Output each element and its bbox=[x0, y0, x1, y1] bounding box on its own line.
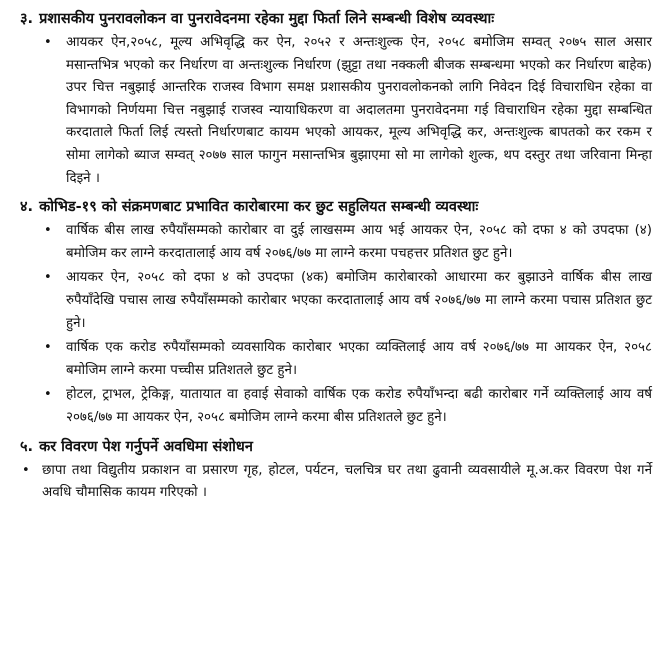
list-item bbox=[20, 337, 656, 382]
bullet-icon: • bbox=[44, 223, 52, 239]
bullet-icon: • bbox=[44, 387, 52, 403]
bullet-list bbox=[20, 460, 656, 505]
section-title: कोभिड-१९ को संक्रमणबाट प्रभावित कारोबारमा कर छुट सहुलियत सम्बन्धी व्यवस्थाः bbox=[39, 199, 479, 216]
section-number: ४. bbox=[20, 199, 34, 216]
section-3 bbox=[20, 8, 656, 190]
bullet-icon: • bbox=[44, 35, 52, 50]
section-5 bbox=[20, 436, 656, 505]
section-title: प्रशासकीय पुनरावलोकन वा पुनरावेदनमा रहेका मुद्दा फिर्ता लिने सम्बन्धी विशेष व्यवस्थाः bbox=[39, 11, 495, 27]
section-4 bbox=[20, 196, 656, 429]
bullet-icon: • bbox=[44, 340, 52, 356]
section-number: ३. bbox=[20, 11, 34, 27]
list-item-text: आयकर ऐन,२०५८, मूल्य अभिवृद्धि कर ऐन, २०५२ र अन्तःशुल्क ऐन, २०५८ बमोजिम सम्वत् २०७५ साल असार मसान्तभित्र भएको कर निर्धारण वा अन्तःशुल्क निर्धारण (झुट्टा तथा नक्कली बीजक सम्बन्धमा भएको कर निर्धारण बाहेक) उपर चित्त नबुझाई आन्तरिक राजस्व विभाग समक्ष प्रशासकीय पुनरावलोकनको लागि निवेदन दिई विचाराधिन रहेका वा विभागको निर्णयमा चित्त नबुझाई राजस्व न्यायाधिकरण वा अदालतमा पुनरावेदनमा गई विचाराधिन रहेका मुद्दा सम्बन्धित करदाताले फिर्ता लिई त्यस्तो निर्धारणबाट कायम भएको आयकर, मूल्य अभिवृद्धि कर, अन्तःशुल्क बापतको कर रकम र सोमा लागेको ब्याज सम्वत् २०७७ साल फागुन मसान्तभित्र बुझाएमा सो मा लागेको शुल्क, थप दस्तुर तथा जरिवाना मिन्हा दिइने । bbox=[66, 35, 652, 186]
bullet-icon: • bbox=[44, 270, 52, 286]
bullet-list bbox=[20, 32, 656, 190]
list-item bbox=[20, 384, 656, 429]
section-number: ५. bbox=[20, 438, 34, 455]
section-heading bbox=[20, 436, 656, 458]
list-item bbox=[20, 460, 656, 505]
section-title: कर विवरण पेश गर्नुपर्ने अवधिमा संशोधन bbox=[39, 438, 253, 455]
section-heading bbox=[20, 196, 656, 218]
list-item bbox=[20, 220, 656, 265]
bullet-icon: • bbox=[22, 462, 30, 478]
bullet-list bbox=[20, 220, 656, 429]
list-item bbox=[20, 267, 656, 335]
list-item bbox=[20, 32, 656, 190]
list-item-text: आयकर ऐन, २०५८ को दफा ४ को उपदफा (४क) बमोजिम कारोबारको आधारमा कर बुझाउने वार्षिक बीस लाख रुपैयाँदेखि पचास लाख रुपैयाँसम्मको कारोबार भएका करदातालाई आय वर्ष २०७६/७७ मा लाग्ने करमा पचास प्रतिशत छुट हुने। bbox=[66, 270, 652, 331]
list-item-text: वार्षिक बीस लाख रुपैयाँसम्मको कारोबार वा दुई लाखसम्म आय भई आयकर ऐन, २०५८ को दफा ४ को उपदफा (४) बमोजिम कर लाग्ने करदातालाई आय वर्ष २०७६/७७ मा लाग्ने करमा पचहत्तर प्रतिशत छुट हुने। bbox=[66, 223, 652, 261]
section-heading bbox=[20, 8, 656, 30]
list-item-text: होटल, ट्राभल, ट्रेकिङ्ग, यातायात वा हवाई सेवाको वार्षिक एक करोड रुपैयाँभन्दा बढी कारोबार गर्ने व्यक्तिलाई आय वर्ष २०७६/७७ मा आयकर ऐन, २०५८ बमोजिम लाग्ने करमा बीस प्रतिशतले छुट हुने। bbox=[66, 387, 652, 425]
list-item-text: छापा तथा विद्युतीय प्रकाशन वा प्रसारण गृह, होटल, पर्यटन, चलचित्र घर तथा ढुवानी व्यवसायीले मू.अ.कर विवरण पेश गर्ने अवधि चौमासिक कायम गरिएको । bbox=[42, 462, 652, 501]
list-item-text: वार्षिक एक करोड रुपैयाँसम्मको व्यवसायिक कारोबार भएका व्यक्तिलाई आय वर्ष २०७६/७७ मा आयकर ऐन, २०५८ बमोजिम लाग्ने करमा पच्चीस प्रतिशतले छुट हुने। bbox=[66, 340, 652, 378]
